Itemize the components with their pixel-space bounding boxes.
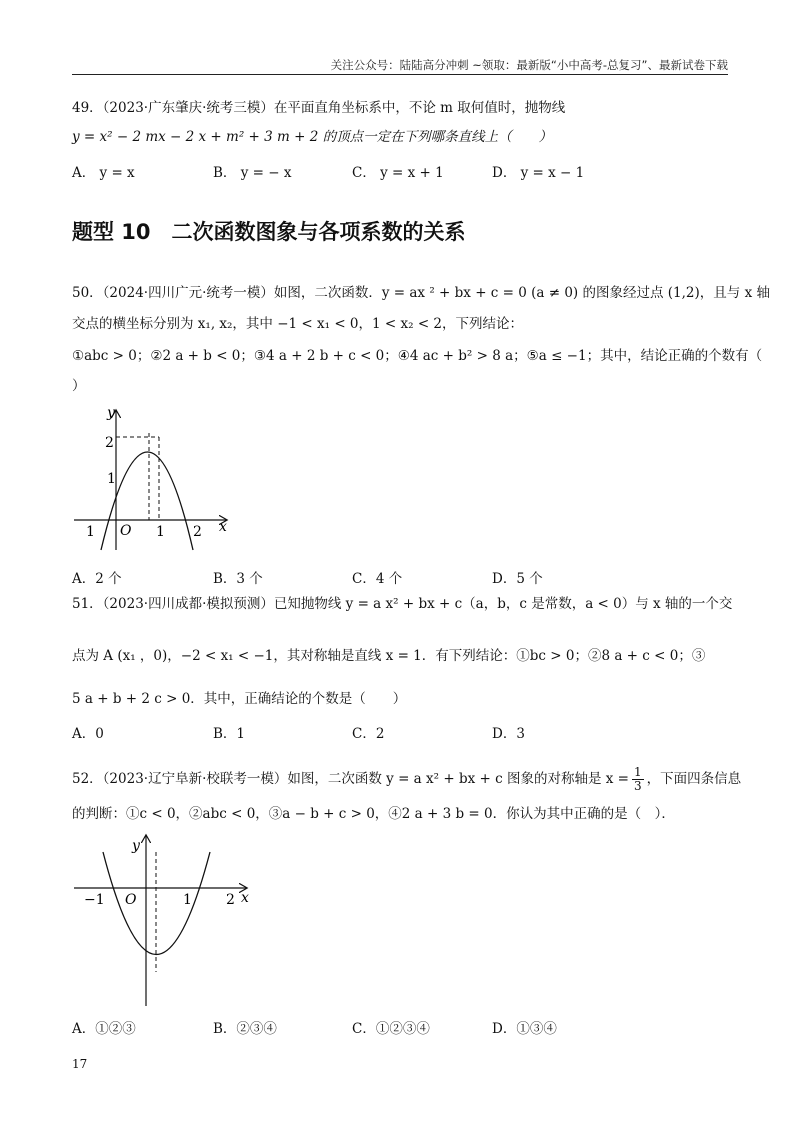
- section-title: 题型 10 二次函数图象与各项系数的关系: [72, 220, 466, 244]
- q51-option-a: A．0: [72, 726, 104, 742]
- q50-option-a: A．2 个: [72, 571, 122, 587]
- q49-line1: 49．（2023·广东肇庆·统考三模）在平面直角坐标系中，不论 m 取何值时，抛物线: [72, 100, 566, 116]
- q50-neg1-label: 1: [86, 524, 95, 540]
- q52-frac-den: 3: [633, 779, 642, 794]
- q52-y-label: y: [132, 838, 140, 854]
- page-number: 17: [72, 1057, 88, 1071]
- q50-parabola-curve: [101, 452, 193, 550]
- q50-option-c: C．4 个: [352, 571, 403, 587]
- q51-option-d: D．3: [492, 726, 525, 742]
- q49-option-d: D． y = x − 1: [492, 165, 585, 181]
- header-rule: [72, 74, 728, 75]
- q49-option-a: A． y = x: [72, 165, 135, 181]
- q52-line1-end: ，下面四条信息: [646, 771, 742, 788]
- q52-frac-num: 1: [633, 765, 642, 779]
- q49-line2: y = x² − 2 mx − 2 x + m² + 3 m + 2 的顶点一定在下列哪条直线上（ ）: [72, 129, 553, 145]
- q51-option-c: C．2: [352, 726, 385, 742]
- q52-line1-start: 52．（2023·辽宁阜新·校联考一模）如图，二次函数 y = a x² + bx + c 图象的对称轴是 x =: [72, 771, 629, 788]
- q49-option-b: B． y = − x: [213, 165, 292, 181]
- page-header: 关注公众号：陆陆高分冲刺 ~领取：最新版“小中高考-总复习”、最新试卷下载: [330, 58, 728, 72]
- q50-option-d: D．5 个: [492, 571, 543, 587]
- q50-y1-label: 1: [107, 471, 116, 487]
- q52-two-label: 2: [226, 892, 235, 908]
- q52-option-c: C．①②③④: [352, 1021, 430, 1037]
- q52-line2: 的判断：①c < 0，②abc < 0，③a − b + c > 0，④2 a + 3 b = 0．你认为其中正确的是（ ）．: [72, 806, 675, 822]
- q50-x2-label: 2: [193, 524, 202, 540]
- q52-option-a: A．①②③: [72, 1021, 136, 1037]
- q52-origin-label: O: [125, 892, 137, 908]
- q51-line2: 点为 A (x₁ ，0)，−2 < x₁ < −1，其对称轴是直线 x = 1．有下列结论：①bc > 0；②8 a + c < 0；③: [72, 648, 706, 664]
- q52-parabola-graph: [70, 832, 260, 1012]
- q51-option-b: B．1: [213, 726, 246, 742]
- q49-option-c: C． y = x + 1: [352, 165, 444, 181]
- q50-line4: ）: [72, 378, 86, 394]
- q52-fraction: [632, 766, 644, 793]
- q50-option-b: B．3 个: [213, 571, 263, 587]
- q51-line3: 5 a + b + 2 c > 0．其中，正确结论的个数是（ ）: [72, 691, 407, 707]
- q52-x-label: x: [241, 890, 249, 906]
- q50-line1: 50．（2024·四川广元·统考一模）如图，二次函数．y = ax ² + bx + c = 0 (a ≠ 0) 的图象经过点 (1,2)，且与 x 轴: [72, 285, 770, 301]
- q50-x-label: x: [219, 519, 227, 535]
- q50-y2-label: 2: [105, 435, 114, 451]
- q50-line2: 交点的横坐标分别为 x₁, x₂，其中 −1 < x₁ < 0，1 < x₂ < 2，下列结论：: [72, 316, 524, 332]
- q52-line1: [72, 766, 741, 793]
- q51-line1: 51．（2023·四川成都·模拟预测）已知抛物线 y = a x² + bx + c（a，b，c 是常数，a < 0）与 x 轴的一个交: [72, 596, 733, 612]
- q52-one-label: 1: [183, 892, 192, 908]
- q50-line3: ①abc > 0；②2 a + b < 0；③4 a + 2 b + c < 0；④4 ac + b² > 8 a；⑤a ≤ −1；其中，结论正确的个数有（: [72, 348, 763, 364]
- q52-option-d: D．①③④: [492, 1021, 557, 1037]
- q50-parabola-graph: [70, 405, 240, 555]
- q50-x1-label: 1: [156, 524, 165, 540]
- q52-option-b: B．②③④: [213, 1021, 277, 1037]
- q52-neg1-label: −1: [84, 892, 105, 908]
- q50-y-label: y: [107, 405, 115, 421]
- q50-origin-label: O: [120, 523, 132, 539]
